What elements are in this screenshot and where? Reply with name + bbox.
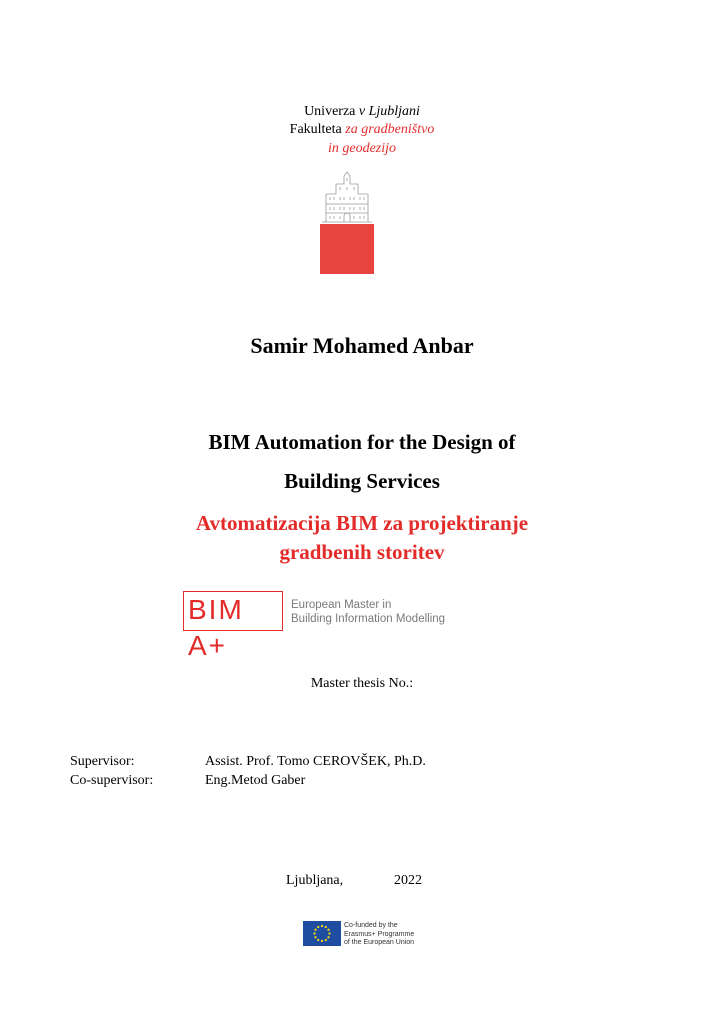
bima-logo-line2: Building Information Modelling — [291, 613, 446, 625]
author-name: Samir Mohamed Anbar — [250, 333, 474, 358]
supervisor-role: Supervisor: — [70, 754, 135, 769]
eu-flag-icon — [303, 921, 341, 946]
university-name: Univerza v Ljubljani — [304, 104, 420, 119]
co-supervisor-role: Co-supervisor: — [70, 773, 154, 788]
faculty-name-line2: in geodezijo — [327, 141, 397, 156]
thesis-title-line1: BIM Automation for the Design of — [208, 430, 516, 454]
bima-logo-line1: European Master in — [291, 599, 392, 611]
year: 2022 — [394, 873, 422, 888]
thesis-title-line2: Building Services — [284, 469, 440, 493]
thesis-title-slovenian-line1: Avtomatizacija BIM za projektiranje — [195, 511, 529, 535]
thesis-number-label: Master thesis No.: — [310, 676, 414, 691]
bima-logo-mark: BIM A+ — [183, 591, 283, 631]
university-emblem — [318, 170, 376, 274]
place: Ljubljana, — [286, 873, 344, 888]
thesis-title-slovenian-line2: gradbenih storitev — [279, 540, 445, 564]
supervisor-name: Assist. Prof. Tomo CEROVŠEK, Ph.D. — [205, 754, 426, 769]
faculty-name: Fakulteta za gradbeništvo — [289, 122, 435, 137]
co-supervisor-name: Eng.Metod Gaber — [205, 773, 306, 788]
eu-logo-text: Co-funded by the Erasmus+ Programme of the European Union — [344, 922, 415, 946]
